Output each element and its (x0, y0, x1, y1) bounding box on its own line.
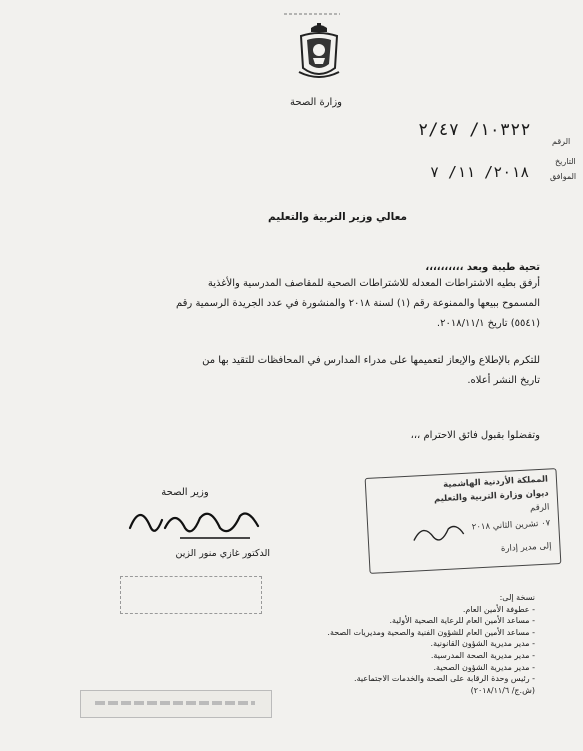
copies-item: - مدير مديرية الشؤون الصحية. (433, 662, 535, 672)
reference-number: ١٠٣٢٢/ ٢/٤٧ (418, 120, 531, 140)
paragraph-1-line: (٥٥٤١) تاريخ ٢٠١٨/١١/١. (436, 318, 540, 329)
faded-footer-text (95, 697, 255, 709)
header-rule (282, 10, 342, 18)
reference-date: ٢٠١٨/ ١١/ ٧ (430, 163, 530, 181)
signatory-name: الدكتور غازي منور الزين (175, 548, 270, 559)
ministry-name: وزارة الصحة (290, 97, 342, 108)
greeting: تحية طيبة وبعد ،،،،،،،،،، (425, 262, 540, 273)
copies-item: - مدير مديرية الشؤون القانونية. (430, 639, 535, 649)
closing: وتفضلوا بقبول فائق الاحترام ،،، (410, 430, 540, 441)
date-label: التاريخ (555, 157, 576, 166)
paragraph-1-line: أرفق بطيه الاشتراطات المعدله للاشتراطات الصحية للمقاصف المدرسية والأغذية (207, 278, 540, 289)
copies-item: - رئيس وحدة الرقابة على الصحة والخدمات الاجتماعية. (354, 674, 535, 684)
stamp-line: المملكة الأردنية الهاشمية (442, 474, 549, 490)
stamp-line: ٠٧ تشرين الثاني ٢٠١٨ (471, 518, 551, 533)
paragraph-2-line: للتكرم بالإطلاع والإيعاز لتعميمها على مدراء المدارس في المحافظات للتقيد بها من (202, 355, 540, 366)
stamp-line: إلى مدير إدارة (500, 541, 552, 555)
copies-item: (ش.ج/ ٢٠١٨/١١/٦) (470, 685, 535, 695)
jordan-coat-of-arms-emblem (297, 22, 341, 82)
annotation-box (120, 576, 262, 614)
copies-list (290, 592, 535, 696)
copies-item: - مساعد الأمين العام للرعاية الصحية الأولية. (389, 616, 535, 626)
handwritten-signature (120, 498, 270, 548)
copies-heading: نسخة إلى: (499, 593, 535, 602)
stamp-line: ديوان وزارة التربية والتعليم (433, 488, 549, 505)
reference-label: الرقم (552, 137, 571, 146)
stamp-handwriting (408, 518, 469, 551)
stamp-line: الرقم (529, 502, 550, 514)
paragraph-2-line: تاريخ النشر أعلاه. (467, 375, 540, 386)
corresponding-label: الموافق (550, 172, 577, 181)
copies-item: - عطوفة الأمين العام. (462, 604, 535, 614)
copies-item: - مساعد الأمين العام للشؤون الفنية والصحية ومديريات الصحة. (327, 627, 535, 637)
copies-item: - مدير مديرية الصحة المدرسية. (430, 650, 535, 660)
signatory-title: وزير الصحة (161, 487, 209, 498)
paragraph-2 (40, 351, 540, 391)
received-stamp (365, 468, 562, 574)
paragraph-1 (40, 274, 540, 334)
recipient: معالي وزير التربية والتعليم (268, 211, 407, 223)
paragraph-1-line: المسموح ببيعها والممنوعة رقم (١) لسنة ٢٠١٨ والمنشورة في عدد الجريدة الرسمية رقم (176, 298, 540, 309)
